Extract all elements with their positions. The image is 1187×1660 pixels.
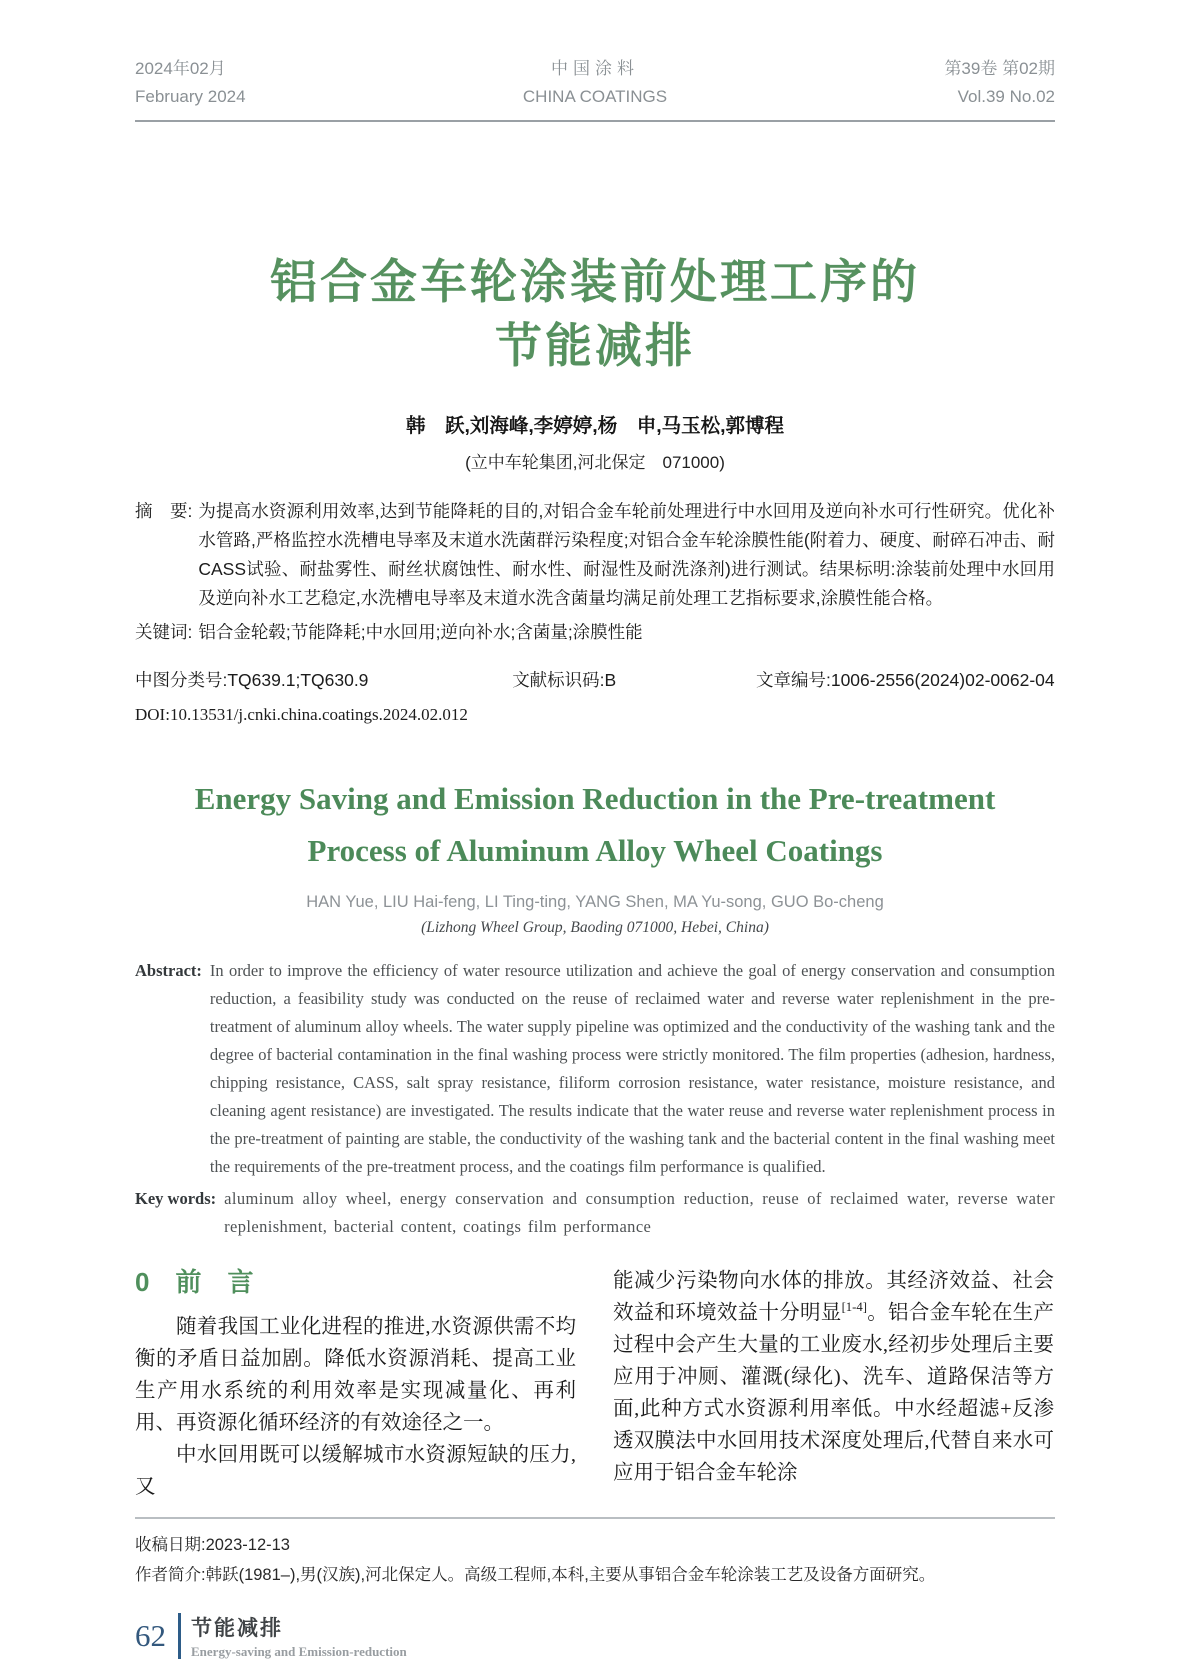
header-volume-issue bbox=[944, 55, 1055, 111]
authors-cn: 韩 跃,刘海峰,李婷婷,杨 申,马玉松,郭博程 bbox=[405, 415, 785, 437]
footer-column-cn: 节能减排 bbox=[191, 1617, 283, 1640]
document-code: 文献标识码:B bbox=[512, 670, 617, 690]
doi: DOI:10.13531/j.cnki.china.coatings.2024.02.012 bbox=[135, 705, 468, 724]
volume-issue-cn: 第39卷 第02期 bbox=[944, 59, 1055, 78]
article-title-en-line1: Energy Saving and Emission Reduction in the Pre-treatment bbox=[194, 781, 996, 816]
article-title-cn-line1: 铝合金车轮涂装前处理工序的 bbox=[270, 255, 920, 308]
footer-column-en: Energy-saving and Emission-reduction bbox=[191, 1644, 407, 1659]
footnote-block bbox=[135, 1517, 1055, 1590]
article-title-cn-line2: 节能减排 bbox=[495, 319, 695, 372]
section-heading-introduction: 0 前 言 bbox=[135, 1267, 254, 1297]
affiliation-cn: (立中车轮集团,河北保定 071000) bbox=[465, 453, 725, 472]
received-date: 收稿日期:2023-12-13 bbox=[135, 1536, 290, 1554]
clc-number: 中图分类号:TQ639.1;TQ630.9 bbox=[135, 670, 369, 690]
keywords-cn-label: 关键词: bbox=[135, 622, 193, 642]
keywords-en-text: aluminum alloy wheel, energy conservation and consumption reduction, reuse of reclaimed water, reverse water replenishment, bacterial content, coatings film performance bbox=[224, 1189, 1055, 1236]
article-title-cn bbox=[135, 250, 1055, 378]
abstract-en-text: In order to improve the efficiency of water resource utilization and achieve the goal of energy conservation and consumption reduction, a feasibility study was conducted on the reuse of reclaimed water and reverse water replenishment in the pre-treatment of aluminum alloy wheels. The water supply pipeline was optimized and the conductivity of the washing tank and the degree of bacterial contamination in the final washing process were strictly monitored. The film properties (adhesion, hardness, chipping resistance, CASS, salt spray resistance, filiform corrosion resistance, water resistance, moisture resistance, and cleaning agent resistance) are investigated. The results indicate that the water reuse and reverse water replenishment process in the pre-treatment of painting are stable, the conductivity of the washing tank and the bacterial content in the final washing meet the requirements of the pre-treatment process, and the coatings film performance is qualified. bbox=[209, 961, 1055, 1176]
keywords-en-label: Key words: bbox=[135, 1189, 217, 1208]
keywords-cn bbox=[135, 618, 1055, 647]
abstract-en-label: Abstract: bbox=[135, 961, 202, 980]
author-bio: 作者简介:韩跃(1981–),男(汉族),河北保定人。高级工程师,本科,主要从事铝合金车轮涂装工艺及设备方面研究。 bbox=[135, 1566, 936, 1584]
abstract-cn bbox=[135, 497, 1055, 613]
journal-name-en: CHINA COATINGS bbox=[522, 87, 668, 106]
page-number: 62 bbox=[135, 1618, 166, 1653]
journal-name-cn: 中国涂料 bbox=[551, 59, 639, 78]
abstract-cn-label: 摘 要: bbox=[135, 501, 193, 521]
body-right-column bbox=[613, 1265, 1054, 1503]
keywords-cn-text: 铝合金轮毂;节能降耗;中水回用;逆向补水;含菌量;涂膜性能 bbox=[198, 622, 643, 642]
article-title-en-line2: Process of Aluminum Alloy Wheel Coatings bbox=[307, 833, 883, 868]
intro-paragraph-2: 中水回用既可以缓解城市水资源短缺的压力,又 bbox=[135, 1444, 576, 1498]
page-footer bbox=[135, 1612, 1055, 1660]
classification-row bbox=[135, 667, 1055, 692]
issue-date-cn: 2024年02月 bbox=[135, 59, 226, 78]
abstract-en bbox=[135, 957, 1055, 1181]
body-columns bbox=[135, 1265, 1055, 1503]
volume-issue-en: Vol.39 No.02 bbox=[957, 87, 1055, 106]
header-divider bbox=[135, 120, 1055, 122]
article-id: 文章编号:1006-2556(2024)02-0062-04 bbox=[755, 670, 1055, 690]
header-issue-date bbox=[135, 55, 246, 111]
abstract-cn-text: 为提高水资源利用效率,达到节能降耗的目的,对铝合金车轮前处理进行中水回用及逆向补水可行性研究。优化补水管路,严格监控水洗槽电导率及末道水洗菌群污染程度;对铝合金车轮涂膜性能(附着力、硬度、耐碎石冲击、耐CASS试验、耐盐雾性、耐丝状腐蚀性、耐水性、耐湿性及耐洗涤剂)进行测试。结果标明:涂装前处理中水回用及逆向补水工艺稳定,水洗槽电导率及末道水洗含菌量均满足前处理工艺指标要求,涂膜性能合格。 bbox=[198, 501, 1055, 608]
intro-paragraph-1: 随着我国工业化进程的推进,水资源供需不均衡的矛盾日益加剧。降低水资源消耗、提高工业生产用水系统的利用效率是实现减量化、再利用、再资源化循环经济的有效途径之一。 bbox=[135, 1316, 576, 1434]
footer-divider-bar bbox=[178, 1613, 181, 1659]
header-journal-name bbox=[523, 55, 667, 111]
citation-marker: [1-4] bbox=[841, 1300, 867, 1315]
footer-column-titles bbox=[191, 1612, 407, 1660]
keywords-en bbox=[135, 1185, 1055, 1241]
intro-paragraph-2-rest: 。铝合金车轮在生产过程中会产生大量的工业废水,经初步处理后主要应用于冲厕、灌溉(绿化)、洗车、道路保洁等方面,此种方式水资源利用率低。中水经超滤+反渗透双膜法中水回用技术深度处理后,代替自来水可应用于铝合金车轮涂 bbox=[613, 1302, 1055, 1484]
body-left-column bbox=[135, 1265, 576, 1503]
journal-header bbox=[135, 55, 1055, 111]
issue-date-en: February 2024 bbox=[135, 87, 246, 106]
authors-en: HAN Yue, LIU Hai-feng, LI Ting-ting, YANG Shen, MA Yu-song, GUO Bo-cheng bbox=[306, 893, 884, 911]
affiliation-en: (Lizhong Wheel Group, Baoding 071000, Hebei, China) bbox=[421, 919, 769, 936]
intro-paragraph-2-continued: 能减少污染物向水体的排放。其经济效益、社会效益和环境效益十分明显 bbox=[613, 1270, 1054, 1324]
article-title-en bbox=[135, 773, 1055, 877]
